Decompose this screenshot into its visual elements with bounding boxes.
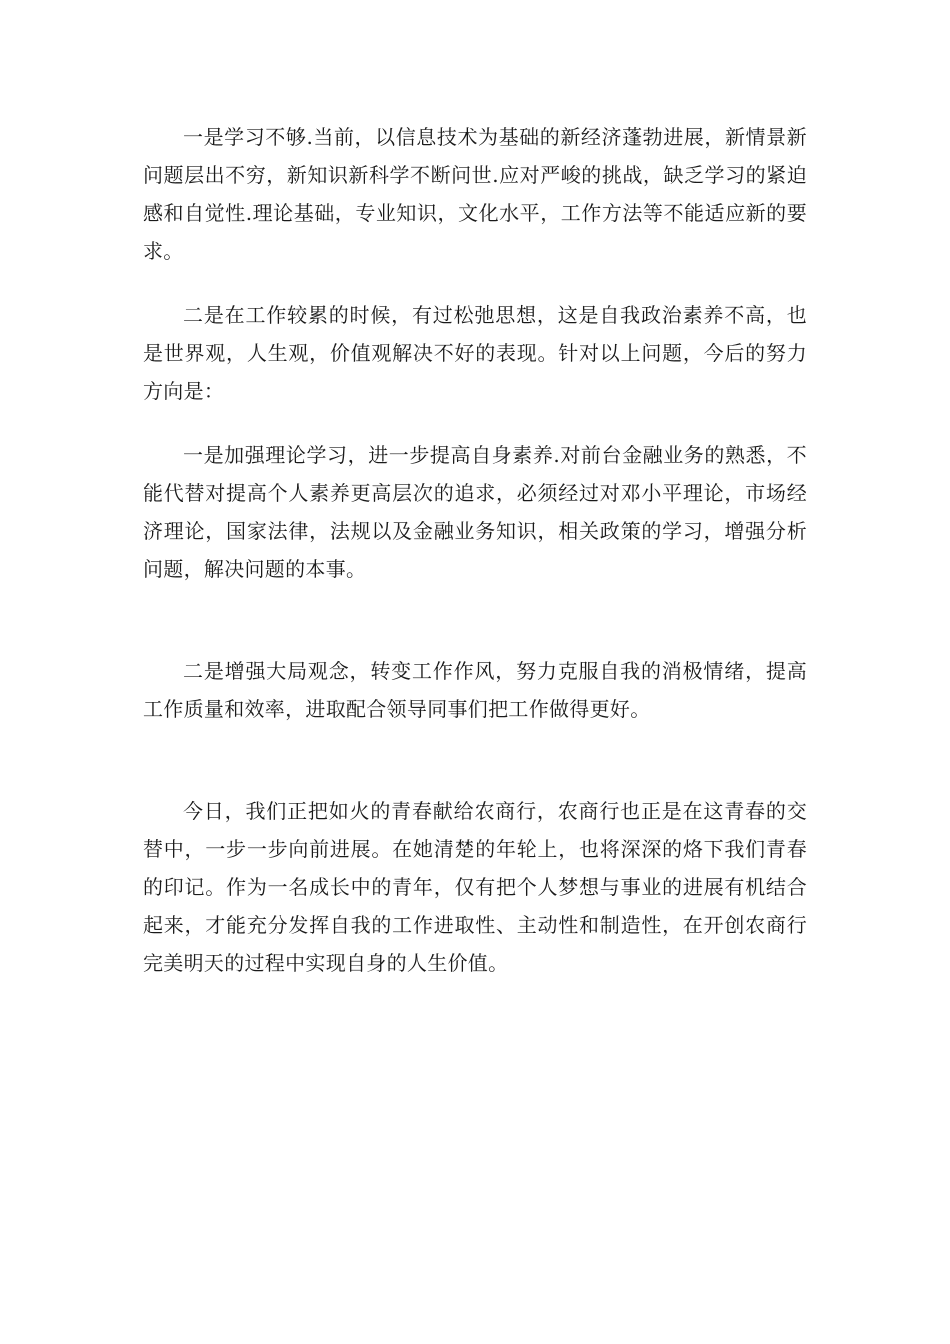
paragraph-1: 一是学习不够.当前，以信息技术为基础的新经济蓬勃进展，新情景新问题层出不穷，新知识新科学不断问世.应对严峻的挑战，缺乏学习的紧迫感和自觉性.理论基础，专业知识，文化水平，工作方法等不能适应新的要求。 [143, 125, 807, 263]
paragraph-4: 二是增强大局观念，转变工作作风，努力克服自我的消极情绪，提高工作质量和效率，进取配合领导同事们把工作做得更好。 [143, 659, 807, 721]
paragraph-3: 一是加强理论学习，进一步提高自身素养.对前台金融业务的熟悉，不能代替对提高个人素养更高层次的追求，必须经过对邓小平理论，市场经济理论，国家法律，法规以及金融业务知识，相关政策的学习，增强分析问题，解决问题的本事。 [143, 443, 807, 581]
paragraph-5: 今日，我们正把如火的青春献给农商行，农商行也正是在这青春的交替中，一步一步向前进展。在她清楚的年轮上，也将深深的烙下我们青春的印记。作为一名成长中的青年，仅有把个人梦想与事业的进展有机结合起来，才能充分发挥自我的工作进取性、主动性和制造性，在开创农商行完美明天的过程中实现自身的人生价值。 [143, 799, 807, 975]
paragraph-2: 二是在工作较累的时候，有过松弛思想，这是自我政治素养不高，也是世界观，人生观，价值观解决不好的表现。针对以上问题，今后的努力方向是： [143, 303, 807, 403]
